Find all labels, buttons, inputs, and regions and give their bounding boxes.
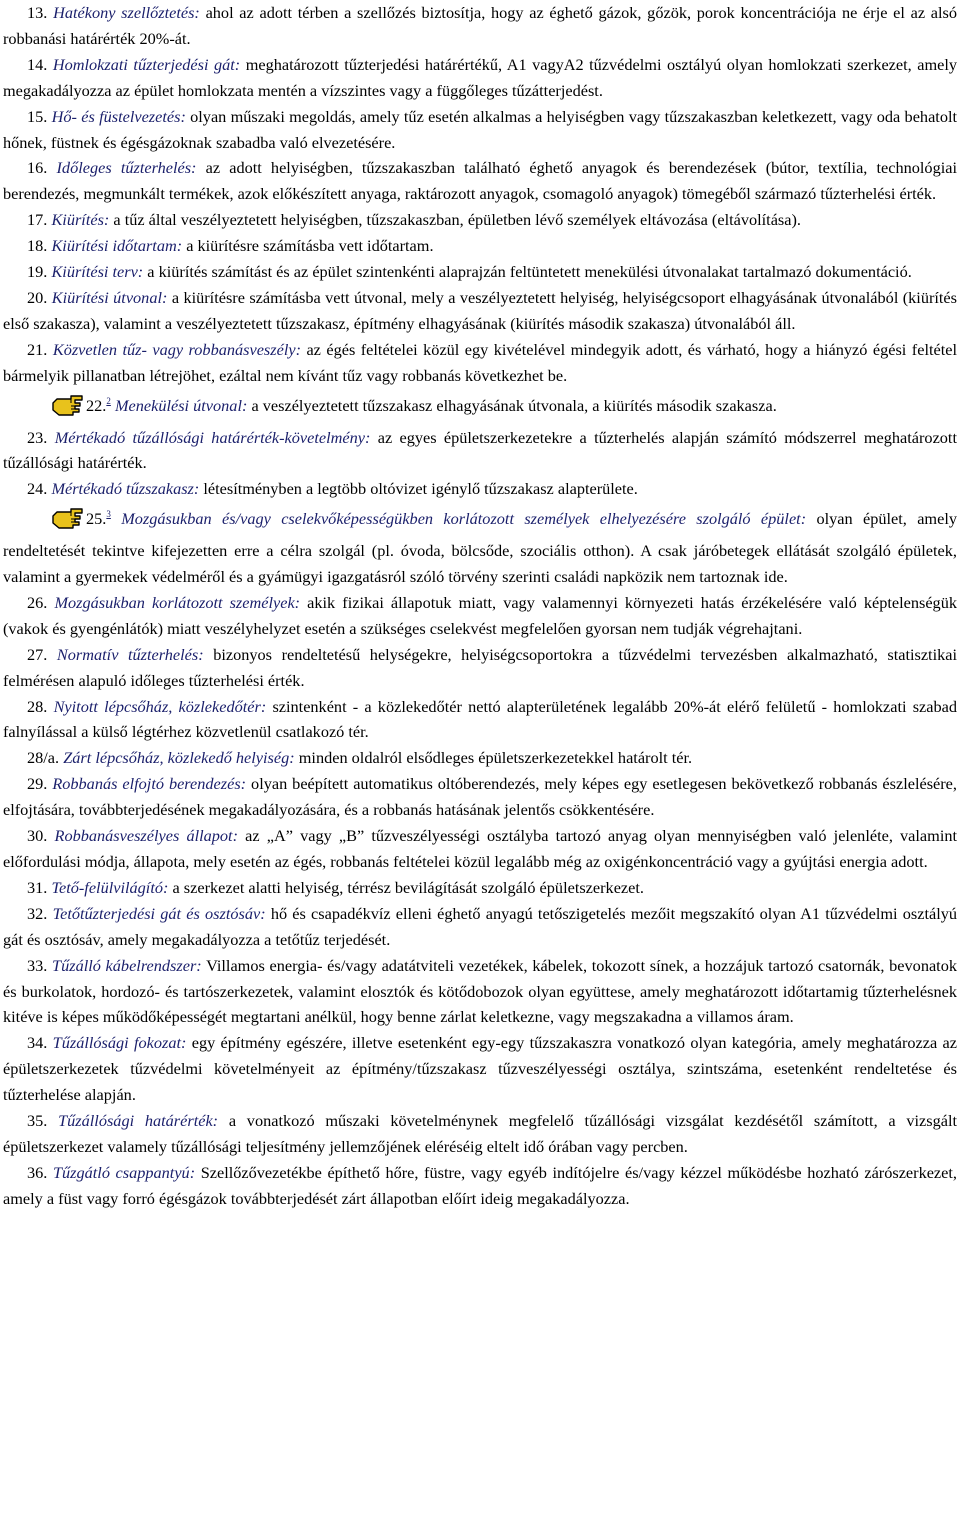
definition-text: a szerkezet alatti helyiség, térrész bevilágítását szolgáló épületszerkezet. bbox=[168, 877, 644, 897]
definition-25 bbox=[3, 502, 957, 590]
item-number: 21. bbox=[27, 339, 48, 359]
definition-text: az égés feltételei közül egy kivételével mindegyik adott, és várható, hogy a hiányzó égési feltétel bármelyik pillanatban létrejöhet, ezáltal nem kívánt tűz vagy robbanás következhet be. bbox=[3, 339, 957, 385]
definition-23 bbox=[3, 425, 957, 477]
item-number: 36. bbox=[27, 1162, 48, 1182]
item-number: 25. bbox=[86, 509, 107, 529]
item-number: 32. bbox=[27, 903, 48, 923]
pointing-hand-icon bbox=[27, 506, 85, 538]
footnote-link[interactable]: 3 bbox=[106, 509, 111, 520]
definition-text: Szellőzővezetékbe építhető hőre, füstre, vagy egyéb indítójelre és/vagy kézzel működésbe hozható zárószerkezet, amely a füst vagy forró égésgázok továbbterjedését zárt állapotban előírt ideig megakadályozza. bbox=[3, 1162, 957, 1208]
definition-text: az adott helyiségben, tűzszakaszban található éghető anyagok és berendezések (bútor, textília, technológiai berendezés, megmunkált termékek, azok előkészített anyaga, raktározott anyagok, csomagoló anyagok) tömegéből származó tűzterhelési érték. bbox=[3, 158, 957, 204]
definition-text: szintenként - a közlekedőtér nettó alapterületének legalább 20%-át elérő felületű - homlokzati szabad falnyílással a külső légtérhez közvetlenül csatlakozó tér. bbox=[3, 696, 957, 742]
defined-term: Mozgásukban korlátozott személyek: bbox=[54, 592, 301, 612]
item-number: 18. bbox=[27, 236, 48, 256]
definition-21 bbox=[3, 337, 957, 389]
defined-term: Tető-felülvilágító: bbox=[51, 877, 169, 897]
defined-term: Mozgásukban és/vagy cselekvőképességükben korlátozott személyek elhelyezésére szolgáló épület: bbox=[121, 509, 807, 529]
definition-text: a vonatkozó műszaki követelménynek megfelelő tűzállósági vizsgálat kezdésétől számított, a vizsgált épületszerkezet valamely tűzállósági teljesítmény jellemzőjének eléréséig eltelt idő órában vagy percben. bbox=[3, 1111, 957, 1156]
definition-text: olyan műszaki megoldás, amely tűz esetén alkalmas a helyiségben vagy tűzszakaszban keletkezett, vagy oda behatolt hőnek, füstnek és égésgázoknak szabadba való elvezetésére. bbox=[3, 106, 958, 152]
item-number: 29. bbox=[27, 774, 48, 794]
item-number: 33. bbox=[27, 955, 48, 975]
definition-26 bbox=[3, 590, 957, 642]
definition-text: olyan épület, amely rendeltetését tekintve kifejezetten erre a célra szolgál (pl. óvoda, bölcsőde, szociális otthon). A csak járóbetegek ellátását szolgáló épületek, valamint a gyermekek védelméről és a gyámügyi igazgatásról szóló törvény szerinti családi napközik nem tartoznak ide. bbox=[3, 509, 957, 587]
defined-term: Kiürítési időtartam: bbox=[51, 236, 183, 256]
definition-22 bbox=[3, 389, 957, 425]
definition-text: hő és csapadékvíz elleni éghető anyagú tetőszigetelés mezőit megszakító olyan A1 tűzvédelmi osztályú gát és osztósáv, amely megakadályozza a tetőtűz terjedését. bbox=[3, 903, 957, 949]
definition-29 bbox=[3, 771, 957, 823]
definition-19 bbox=[3, 259, 957, 285]
definition-34 bbox=[3, 1030, 957, 1108]
definition-text: akik fizikai állapotuk miatt, vagy valamennyi környezeti hatás érzékelésére való képtelenségük (vakok és gyengénlátók) miatt veszélyhelyzet esetén a szükséges cselekvést megfelelően gyorsan nem tudják végrehajtani. bbox=[3, 592, 957, 638]
definition-24 bbox=[3, 476, 957, 502]
definition-36 bbox=[3, 1160, 957, 1212]
definition-text: Villamos energia- és/vagy adatátviteli vezetékek, kábelek, tokozott sínek, a hozzájuk tartozó csatornák, bevonatok és burkolatok, hordozó- és tartószerkezetek, valamint elosztók és kötődobozok olyan együttese, amely meghatározott időtartamig tűzterhelésnek kitéve is képes működőképességét megtartani anélkül, hogy benne zárlat keletkezne, vagy megszakadna a villamos áram. bbox=[3, 955, 957, 1027]
item-number: 28. bbox=[27, 696, 48, 716]
definition-text: a kiürítés számítást és az épület szintenkénti alaprajzán feltüntetett menekülési útvonalakat tartalmazó dokumentáció. bbox=[143, 262, 912, 282]
defined-term: Nyitott lépcsőház, közlekedőtér: bbox=[53, 696, 267, 716]
defined-term: Tűzállósági határérték: bbox=[58, 1111, 219, 1131]
defined-term: Mértékadó tűzszakasz: bbox=[51, 479, 200, 499]
defined-term: Időleges tűzterhelés: bbox=[56, 158, 197, 178]
definition-text: az egyes épületszerkezetekre a tűzterhelés alapján számító módszerrel meghatározott tűzállósági határérték. bbox=[3, 427, 957, 473]
definition-30 bbox=[3, 823, 957, 875]
definition-27 bbox=[3, 642, 957, 694]
definition-text: a tűz által veszélyeztetett helyiségben, tűzszakaszban, épületben lévő személyek eltávozása (eltávolítása). bbox=[109, 210, 801, 230]
item-number: 19. bbox=[27, 262, 48, 282]
item-number: 17. bbox=[27, 210, 48, 230]
item-number: 35. bbox=[27, 1111, 48, 1131]
item-number: 16. bbox=[27, 158, 48, 178]
item-number: 31. bbox=[27, 877, 48, 897]
definition-32 bbox=[3, 901, 957, 953]
defined-term: Kiürítési útvonal: bbox=[51, 287, 168, 307]
defined-term: Hatékony szellőztetés: bbox=[53, 3, 200, 22]
defined-term: Zárt lépcsőház, közlekedő helyiség: bbox=[63, 748, 295, 768]
definition-13 bbox=[3, 0, 957, 52]
defined-term: Menekülési útvonal: bbox=[114, 395, 248, 415]
defined-term: Kiürítés: bbox=[51, 210, 110, 230]
defined-term: Kiürítési terv: bbox=[51, 262, 144, 282]
defined-term: Tűzálló kábelrendszer: bbox=[52, 955, 202, 975]
item-number: 30. bbox=[27, 826, 48, 846]
definition-17 bbox=[3, 207, 957, 233]
definition-text: az „A” vagy „B” tűzveszélyességi osztályba tartozó anyag olyan mennyiségben való jelenléte, valamint előfordulási módja, állapota, mely esetén az égés, robbanás feltételei közül legalább még az oxigénkoncentráció vagy a gyújtási energia adott. bbox=[3, 826, 958, 871]
definition-text: a veszélyeztetett tűzszakasz elhagyásának útvonala, a kiürítés második szakasza. bbox=[247, 395, 777, 415]
definition-18 bbox=[3, 233, 957, 259]
definition-text: a kiürítésre számításba vett útvonal, mely a veszélyeztetett helyiség, helyiségcsoport elhagyásának útvonalából (kiürítés első szakasza), valamint a veszélyeztetett tűzszakasz, építmény elhagyásának (kiürítés második szakasza) útvonalából áll. bbox=[3, 287, 957, 333]
defined-term: Mértékadó tűzállósági határérték-követelmény: bbox=[54, 427, 371, 447]
definition-16 bbox=[3, 155, 957, 207]
defined-term: Közvetlen tűz- vagy robbanásveszély: bbox=[52, 339, 301, 359]
definition-text: létesítményben a legtöbb oltóvizet igénylő tűzszakasz alapterülete. bbox=[199, 479, 638, 499]
definition-text: egy építmény egészére, illetve esetenként egy-egy tűzszakaszra vonatkozó olyan kategória, amely meghatározza az épületszerkezetek tűzvédelmi követelményeit az építmény/tűzszakasz tűzveszélyességi osztálya, szintszáma, esetenként rendeltetése és tűzterhelése alapján. bbox=[3, 1033, 957, 1105]
definition-33 bbox=[3, 953, 957, 1031]
item-number: 27. bbox=[27, 644, 48, 664]
definition-20 bbox=[3, 285, 957, 337]
defined-term: Tűzgátló csappantyú: bbox=[52, 1162, 196, 1182]
defined-term: Tűzállósági fokozat: bbox=[52, 1033, 187, 1053]
item-number: 15. bbox=[27, 106, 48, 126]
item-number: 13. bbox=[27, 3, 48, 22]
footnote-link[interactable]: 2 bbox=[106, 395, 111, 406]
defined-term: Hő- és füstelvezetés: bbox=[51, 106, 186, 126]
definition-text: ahol az adott térben a szellőzés biztosítja, hogy az éghető gázok, gőzök, porok koncentrációja ne érje el az alsó robbanási határérték 20%-át. bbox=[3, 3, 958, 48]
item-number: 23. bbox=[27, 427, 48, 447]
defined-term: Normatív tűzterhelés: bbox=[56, 644, 204, 664]
defined-term: Robbanás elfojtó berendezés: bbox=[52, 774, 247, 794]
definition-28 bbox=[3, 694, 957, 746]
definition-31 bbox=[3, 875, 957, 901]
defined-term: Homlokzati tűzterjedési gát: bbox=[52, 54, 241, 74]
definition-text: a kiürítésre számításba vett időtartam. bbox=[182, 236, 434, 256]
definition-text: olyan beépített automatikus oltóberendezés, mely képes egy esetlegesen bekövetkező robbanás észlelésére, elfojtására, továbbterjedésének megakadályozására, és a robbanás hatásának jelentős csökkentésére. bbox=[3, 774, 957, 820]
pointing-hand-icon bbox=[27, 393, 85, 425]
item-number: 20. bbox=[27, 287, 48, 307]
item-number: 28/a. bbox=[27, 748, 60, 768]
definition-14 bbox=[3, 52, 957, 104]
definition-text: minden oldalról elsődleges épületszerkezetekkel határolt tér. bbox=[294, 748, 693, 768]
item-number: 24. bbox=[27, 479, 48, 499]
definition-text: bizonyos rendeltetésű helységekre, helyiségcsoportokra a tűzvédelmi tervezésben alkalmazható, statisztikai felmérésen alapuló időleges tűzterhelési érték. bbox=[3, 644, 957, 690]
defined-term: Robbanásveszélyes állapot: bbox=[54, 826, 239, 846]
item-number: 34. bbox=[27, 1033, 48, 1053]
definition-35 bbox=[3, 1108, 957, 1160]
item-number: 26. bbox=[27, 592, 48, 612]
definition-15 bbox=[3, 104, 957, 156]
defined-term: Tetőtűzterjedési gát és osztósáv: bbox=[52, 903, 266, 923]
item-number: 14. bbox=[27, 54, 48, 74]
item-number: 22. bbox=[86, 395, 107, 415]
definition-text: meghatározott tűzterjedési határértékű, A1 vagyA2 tűzvédelmi osztályú olyan homlokzati szerkezet, amely megakadályozza az épület homlokzata mentén a vízszintes vagy a függőleges tűzátterjedést. bbox=[3, 54, 957, 100]
definition-28a bbox=[3, 745, 957, 771]
